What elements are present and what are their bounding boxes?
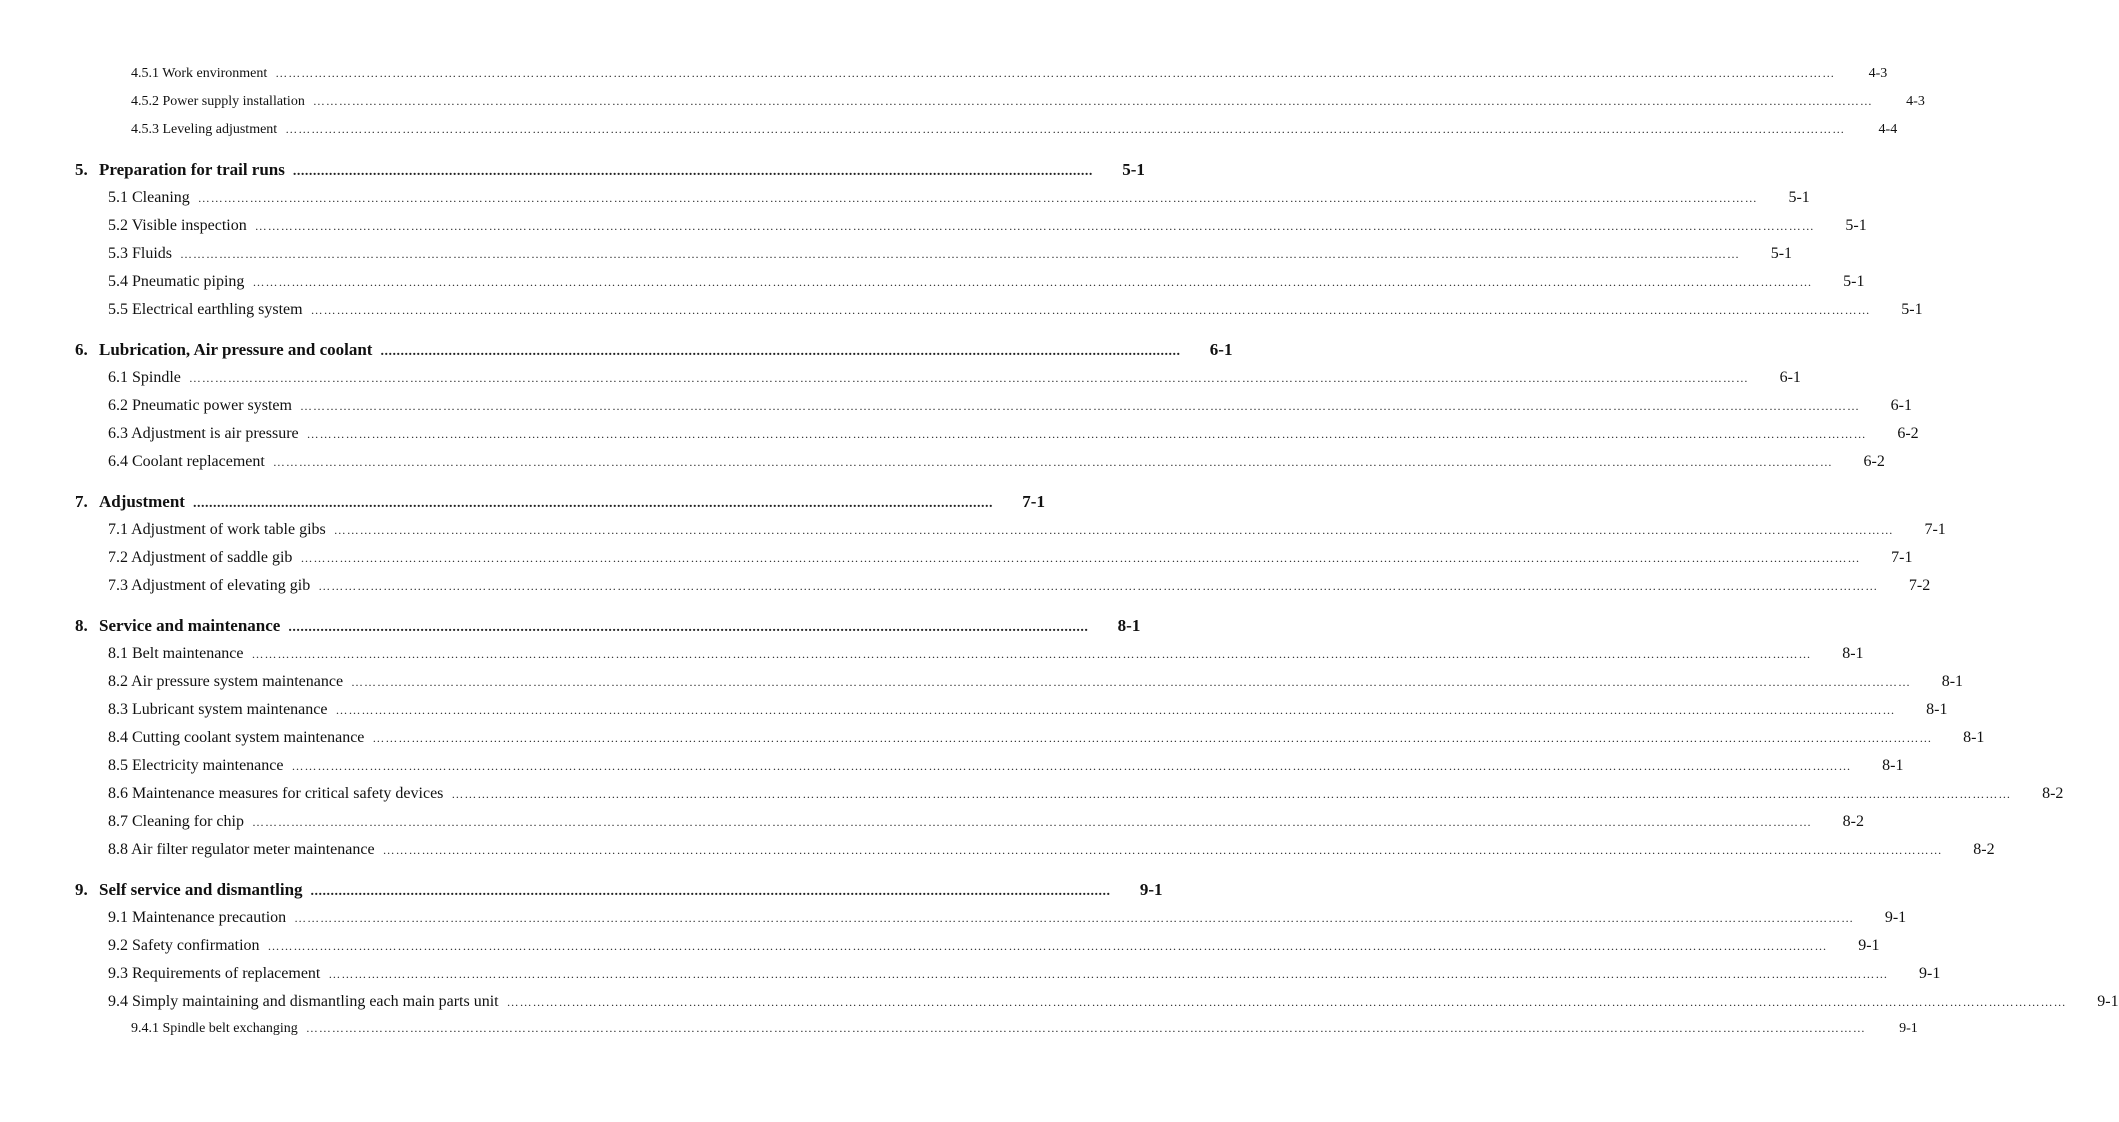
- toc-chapter-number: 8.: [75, 616, 88, 635]
- toc-page-number: 8-2: [2042, 785, 2064, 802]
- toc-entry-title: 8.8 Air filter regulator meter maintenance: [108, 841, 375, 858]
- toc-dot-leader: ………………………………………………………………………………………………………………………………………………………………………………………………………………………………………………………………………………………………………………………………: [306, 427, 1867, 441]
- toc-subsection-entry[interactable]: [131, 66, 1888, 82]
- toc-page-number: 8-2: [1973, 841, 1995, 858]
- toc-entry-title: 6.4 Coolant replacement: [108, 453, 265, 470]
- toc-section-entry[interactable]: [108, 273, 1865, 291]
- toc-page-number: 9-1: [1139, 880, 1163, 899]
- toc-section-entry[interactable]: [108, 841, 1995, 859]
- toc-dot-leader: ………………………………………………………………………………………………………………………………………………………………………………………………………………………………………………………………………………………………………………………………: [310, 303, 1871, 317]
- toc-dot-leader: ........................................................................................................................................................................................................: [310, 884, 1111, 899]
- toc-dot-leader: ………………………………………………………………………………………………………………………………………………………………………………………………………………………………………………………………………………………………………………………………: [299, 399, 1860, 413]
- toc-section-entry[interactable]: [108, 217, 1867, 235]
- toc-entry-title: 5.3 Fluids: [108, 245, 173, 262]
- toc-entry-title: 8.3 Lubricant system maintenance: [108, 701, 328, 718]
- toc-page-number: 5-1: [1845, 217, 1867, 234]
- toc-section-entry[interactable]: [108, 785, 2064, 803]
- toc-section-entry[interactable]: [108, 673, 1964, 691]
- toc-dot-leader: ………………………………………………………………………………………………………………………………………………………………………………………………………………………………………………………………………………………………………………………………: [506, 995, 2067, 1009]
- toc-section-entry[interactable]: [108, 965, 1941, 983]
- toc-page-number: 9-1: [1884, 909, 1907, 926]
- toc-page-number: 9-1: [2097, 993, 2119, 1010]
- toc-entry-title: 7.3 Adjustment of elevating gib: [108, 577, 311, 594]
- toc-page-number: 4-3: [1868, 66, 1888, 81]
- toc-dot-leader: ………………………………………………………………………………………………………………………………………………………………………………………………………………………………………………………………………………………………………………………………: [197, 191, 1758, 205]
- toc-dot-leader: ………………………………………………………………………………………………………………………………………………………………………………………………………………………………………………………………………………………………………………………………: [291, 759, 1852, 773]
- toc-section-entry[interactable]: [108, 993, 2119, 1011]
- toc-dot-leader: ………………………………………………………………………………………………………………………………………………………………………………………………………………………………………………………………………………………………………………………………: [272, 455, 1833, 469]
- toc-entry-title: 9.1 Maintenance precaution: [108, 909, 287, 926]
- toc-section-entry[interactable]: [108, 937, 1880, 955]
- toc-dot-leader: ........................................................................................................................................................................................................: [292, 164, 1093, 179]
- toc-section-entry[interactable]: [108, 425, 1919, 443]
- toc-section-entry[interactable]: [108, 729, 1985, 747]
- toc-entry-title: [75, 492, 185, 512]
- toc-chapter-entry[interactable]: [75, 340, 1233, 360]
- toc-dot-leader: ........................................................................................................................................................................................................: [288, 620, 1089, 635]
- toc-dot-leader: ………………………………………………………………………………………………………………………………………………………………………………………………………………………………………………………………………………………………………………………………: [333, 523, 1894, 537]
- toc-section-entry[interactable]: [108, 645, 1864, 663]
- toc-dot-leader: ………………………………………………………………………………………………………………………………………………………………………………………………………………………………………………………………………………………………………………………………: [305, 1021, 1866, 1035]
- toc-page-number: 8-1: [1882, 757, 1904, 774]
- toc-section-entry[interactable]: [108, 245, 1793, 263]
- toc-entry-title: 6.1 Spindle: [108, 369, 181, 386]
- toc-dot-leader: ………………………………………………………………………………………………………………………………………………………………………………………………………………………………………………………………………………………………………………………………: [254, 219, 1815, 233]
- toc-dot-leader: ………………………………………………………………………………………………………………………………………………………………………………………………………………………………………………………………………………………………………………………………: [318, 579, 1879, 593]
- toc-dot-leader: ………………………………………………………………………………………………………………………………………………………………………………………………………………………………………………………………………………………………………………………………: [312, 94, 1873, 108]
- toc-dot-leader: ………………………………………………………………………………………………………………………………………………………………………………………………………………………………………………………………………………………………………………………………: [275, 66, 1836, 80]
- toc-chapter-number: 6.: [75, 340, 88, 359]
- toc-dot-leader: ………………………………………………………………………………………………………………………………………………………………………………………………………………………………………………………………………………………………………………………………: [188, 371, 1749, 385]
- toc-chapter-number: 7.: [75, 492, 88, 511]
- toc-section-entry[interactable]: [108, 909, 1907, 927]
- toc-chapter-title: Preparation for trail runs: [99, 160, 285, 179]
- toc-dot-leader: ………………………………………………………………………………………………………………………………………………………………………………………………………………………………………………………………………………………………………………………………: [267, 939, 1828, 953]
- toc-dot-leader: ………………………………………………………………………………………………………………………………………………………………………………………………………………………………………………………………………………………………………………………………: [382, 843, 1943, 857]
- toc-section-entry[interactable]: [108, 549, 1913, 567]
- toc-entry-title: 8.7 Cleaning for chip: [108, 813, 244, 830]
- toc-chapter-entry[interactable]: [75, 616, 1141, 636]
- toc-dot-leader: ………………………………………………………………………………………………………………………………………………………………………………………………………………………………………………………………………………………………………………………………: [351, 675, 1912, 689]
- toc-page-number: 6-1: [1779, 369, 1801, 386]
- toc-entry-title: [75, 616, 280, 636]
- toc-section-entry[interactable]: [108, 453, 1885, 471]
- toc-entry-title: 5.1 Cleaning: [108, 189, 190, 206]
- toc-chapter-entry[interactable]: [75, 880, 1163, 900]
- toc-entry-title: 6.2 Pneumatic power system: [108, 397, 292, 414]
- toc-page-number: 6-2: [1863, 453, 1885, 470]
- toc-section-entry[interactable]: [108, 521, 1946, 539]
- toc-page-number: 5-1: [1770, 245, 1793, 262]
- toc-entry-title: 7.1 Adjustment of work table gibs: [108, 521, 326, 538]
- toc-page-number: 7-2: [1908, 577, 1931, 594]
- toc-page-number: 9-1: [1899, 1021, 1918, 1036]
- toc-entry-title: 8.6 Maintenance measures for critical safety devices: [108, 785, 444, 802]
- toc-section-entry[interactable]: [108, 301, 1923, 319]
- toc-chapter-title: Adjustment: [99, 492, 185, 511]
- toc-page-number: 8-1: [1117, 616, 1141, 635]
- toc-entry-title: 9.4.1 Spindle belt exchanging: [131, 1021, 298, 1036]
- toc-entry-title: 8.2 Air pressure system maintenance: [108, 673, 344, 690]
- toc-subsection-entry[interactable]: [131, 94, 1925, 110]
- toc-chapter-number: 9.: [75, 880, 88, 899]
- toc-page-number: 7-1: [1022, 492, 1045, 511]
- toc-page-number: 7-1: [1891, 549, 1913, 566]
- toc-page-number: 8-1: [1963, 729, 1985, 746]
- toc-section-entry[interactable]: [108, 813, 1864, 831]
- toc-entry-title: 5.5 Electrical earthling system: [108, 301, 303, 318]
- toc-entry-title: 9.4 Simply maintaining and dismantling each main parts unit: [108, 993, 499, 1010]
- toc-section-entry[interactable]: [108, 701, 1948, 719]
- toc-section-entry[interactable]: [108, 577, 1931, 595]
- toc-page-number: 6-1: [1890, 397, 1912, 414]
- toc-page-number: 9-1: [1858, 937, 1880, 954]
- toc-entry-title: 7.2 Adjustment of saddle gib: [108, 549, 293, 566]
- toc-entry-title: [75, 880, 303, 900]
- toc-entry-title: 8.4 Cutting coolant system maintenance: [108, 729, 365, 746]
- toc-page-number: 5-1: [1843, 273, 1865, 290]
- toc-page-number: 5-1: [1901, 301, 1923, 318]
- toc-entry-title: 9.3 Requirements of replacement: [108, 965, 321, 982]
- toc-page-number: 4-4: [1878, 122, 1898, 137]
- toc-page-number: 7-1: [1924, 521, 1946, 538]
- toc-entry-title: 4.5.3 Leveling adjustment: [131, 122, 278, 137]
- toc-section-entry[interactable]: [108, 757, 1904, 775]
- toc-subsection-entry[interactable]: [131, 122, 1898, 138]
- toc-chapter-title: Service and maintenance: [99, 616, 281, 635]
- toc-dot-leader: ………………………………………………………………………………………………………………………………………………………………………………………………………………………………………………………………………………………………………………………………: [328, 967, 1889, 981]
- toc-dot-leader: ………………………………………………………………………………………………………………………………………………………………………………………………………………………………………………………………………………………………………………………………: [251, 647, 1812, 661]
- toc-chapter-entry[interactable]: [75, 492, 1045, 512]
- toc-dot-leader: ………………………………………………………………………………………………………………………………………………………………………………………………………………………………………………………………………………………………………………………………: [335, 703, 1896, 717]
- toc-entry-title: 6.3 Adjustment is air pressure: [108, 425, 299, 442]
- toc-dot-leader: ………………………………………………………………………………………………………………………………………………………………………………………………………………………………………………………………………………………………………………………………: [294, 911, 1855, 925]
- toc-dot-leader: ........................................................................................................................................................................................................: [380, 344, 1181, 359]
- toc-dot-leader: ………………………………………………………………………………………………………………………………………………………………………………………………………………………………………………………………………………………………………………………………: [180, 247, 1741, 261]
- toc-page-number: 5-1: [1788, 189, 1810, 206]
- toc-dot-leader: ........................................................................................................................................................................................................: [192, 496, 993, 511]
- toc-entry-title: [75, 340, 372, 360]
- toc-entry-title: 4.5.2 Power supply installation: [131, 94, 305, 109]
- toc-page-number: 8-1: [1941, 673, 1964, 690]
- toc-entry-title: 8.1 Belt maintenance: [108, 645, 244, 662]
- toc-entry-title: [75, 160, 285, 180]
- toc-section-entry[interactable]: [108, 397, 1912, 415]
- toc-entry-title: 5.2 Visible inspection: [108, 217, 247, 234]
- toc-chapter-title: Lubrication, Air pressure and coolant: [99, 340, 373, 359]
- toc-page-number: 8-2: [1842, 813, 1864, 830]
- toc-page-number: 4-3: [1906, 94, 1925, 109]
- toc-entry-title: 8.5 Electricity maintenance: [108, 757, 284, 774]
- toc-page-number: 8-1: [1842, 645, 1864, 662]
- toc-page-number: 9-1: [1919, 965, 1941, 982]
- toc-subsection-entry[interactable]: [131, 1021, 1918, 1037]
- toc-dot-leader: ………………………………………………………………………………………………………………………………………………………………………………………………………………………………………………………………………………………………………………………………: [285, 122, 1846, 136]
- toc-dot-leader: ………………………………………………………………………………………………………………………………………………………………………………………………………………………………………………………………………………………………………………………………: [451, 787, 2012, 801]
- toc-chapter-title: Self service and dismantling: [99, 880, 303, 899]
- toc-entry-title: 4.5.1 Work environment: [131, 66, 268, 81]
- toc-dot-leader: ………………………………………………………………………………………………………………………………………………………………………………………………………………………………………………………………………………………………………………………………: [252, 275, 1813, 289]
- toc-entry-title: 5.4 Pneumatic piping: [108, 273, 245, 290]
- toc-section-entry[interactable]: [108, 369, 1801, 387]
- toc-dot-leader: ………………………………………………………………………………………………………………………………………………………………………………………………………………………………………………………………………………………………………………………………: [251, 815, 1812, 829]
- toc-entry-title: 9.2 Safety confirmation: [108, 937, 260, 954]
- toc-chapter-entry[interactable]: [75, 160, 1145, 180]
- toc-section-entry[interactable]: [108, 189, 1810, 207]
- toc-chapter-number: 5.: [75, 160, 88, 179]
- toc-dot-leader: ………………………………………………………………………………………………………………………………………………………………………………………………………………………………………………………………………………………………………………………………: [300, 551, 1861, 565]
- toc-page-number: 8-1: [1926, 701, 1948, 718]
- toc-page-number: 6-1: [1209, 340, 1233, 359]
- toc-page-number: 5-1: [1122, 160, 1145, 179]
- toc-page-number: 6-2: [1897, 425, 1919, 442]
- toc-dot-leader: ………………………………………………………………………………………………………………………………………………………………………………………………………………………………………………………………………………………………………………………………: [372, 731, 1933, 745]
